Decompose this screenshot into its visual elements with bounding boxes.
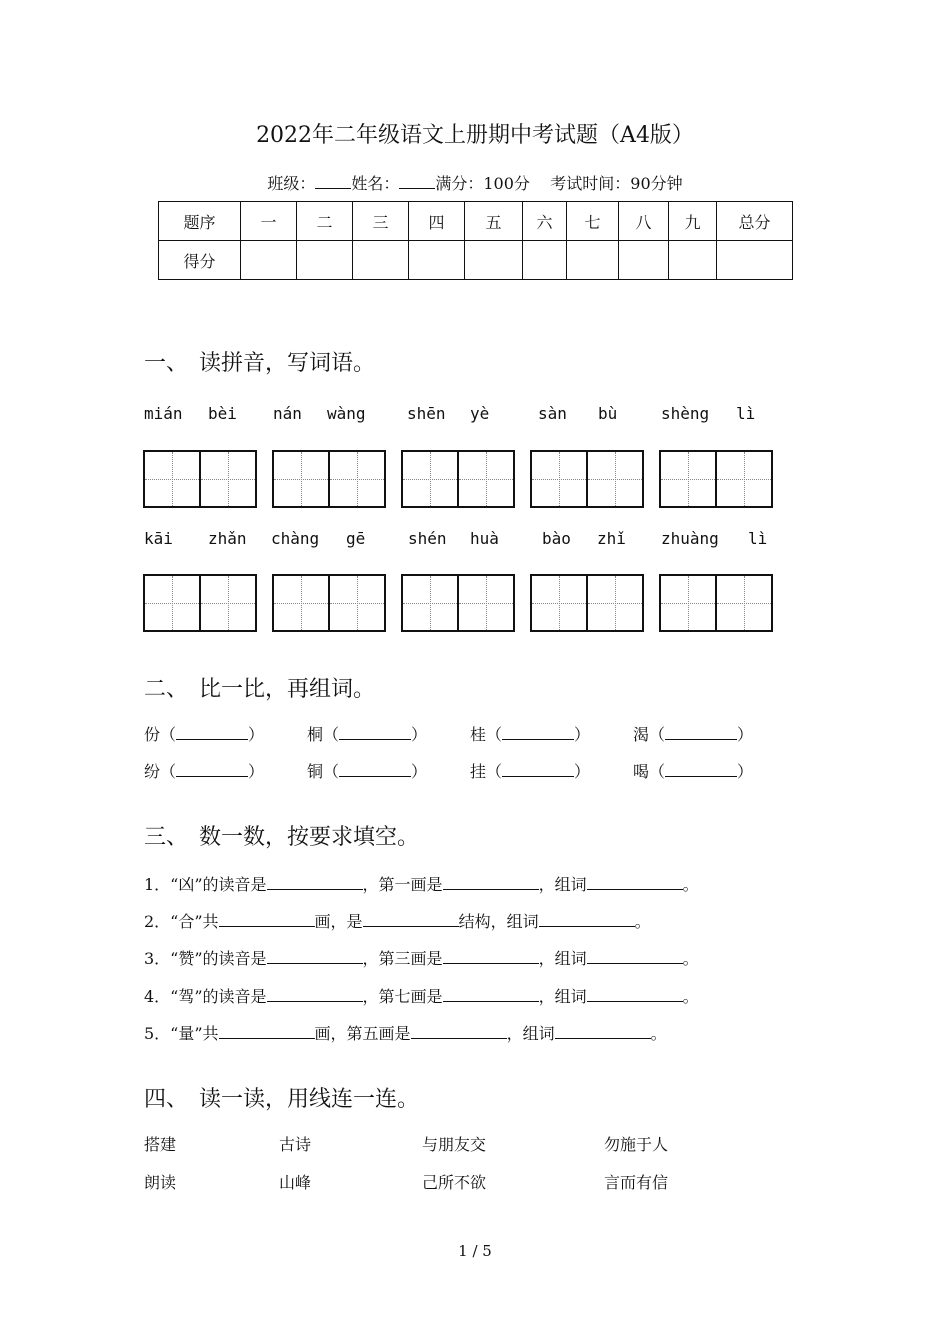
fill-question (144, 984, 699, 1007)
match-word[interactable]: 与朋友交 (422, 1135, 487, 1154)
tianzige-box[interactable] (659, 574, 773, 632)
pinyin: shēn (407, 404, 446, 423)
tianzige-box[interactable] (530, 574, 644, 632)
match-word[interactable]: 搭建 (144, 1135, 177, 1154)
pinyin: wàng (327, 404, 366, 423)
answer-blank[interactable] (339, 762, 411, 777)
score-cell[interactable] (353, 241, 409, 280)
match-word[interactable]: 言而有信 (604, 1173, 669, 1192)
exam-time: 考试时间：90分钟 (550, 174, 683, 193)
tianzige-box[interactable] (401, 574, 515, 632)
header-cell: 一 (241, 202, 297, 241)
compare-item: 渴（ ） (633, 725, 754, 744)
score-cell[interactable] (619, 241, 669, 280)
question-text: 3．“赞”的读音是 (144, 949, 267, 968)
score-cell[interactable] (409, 241, 465, 280)
compare-char: 纷 (144, 762, 161, 781)
pinyin: zhuàng (661, 529, 719, 548)
pinyin: zhǐ (597, 529, 626, 548)
header-cell: 五 (465, 202, 523, 241)
compare-item: 喝（ ） (633, 762, 754, 781)
pinyin: bù (598, 404, 618, 423)
pinyin: shén (408, 529, 447, 548)
tianzige-box[interactable] (143, 574, 257, 632)
question-text: 1．“凶”的读音是 (144, 875, 267, 894)
header-cell: 六 (523, 202, 567, 241)
answer-blank[interactable] (267, 949, 363, 964)
pinyin: lì (748, 529, 768, 548)
answer-blank[interactable] (267, 875, 363, 890)
question-text: ，第一画是 (362, 875, 443, 894)
tianzige-box[interactable] (659, 450, 773, 508)
pinyin: kāi (144, 529, 173, 548)
compare-char: 份 (144, 725, 161, 744)
full-score: 满分：100分 (435, 174, 530, 193)
tianzige-box[interactable] (272, 574, 386, 632)
answer-blank[interactable] (502, 725, 574, 740)
fill-question (144, 1021, 667, 1044)
question-text: ，组词 (538, 987, 587, 1006)
score-header-row (159, 202, 793, 241)
question-text: 5．“量”共 (144, 1024, 219, 1043)
answer-blank[interactable] (555, 1024, 651, 1039)
header-cell: 总分 (717, 202, 793, 241)
fill-question (144, 909, 651, 932)
question-text: 。 (682, 987, 699, 1006)
answer-blank[interactable] (539, 912, 635, 927)
section2-heading: 二、 比一比，再组词。 (144, 677, 376, 702)
compare-char: 铜 (307, 762, 324, 781)
header-cell: 题序 (159, 202, 241, 241)
score-cell[interactable] (465, 241, 523, 280)
answer-blank[interactable] (665, 725, 737, 740)
score-cell[interactable] (523, 241, 567, 280)
tianzige-box[interactable] (530, 450, 644, 508)
header-cell: 九 (669, 202, 717, 241)
answer-blank[interactable] (363, 912, 459, 927)
name-blank[interactable] (399, 174, 435, 189)
pinyin: bào (542, 529, 571, 548)
answer-blank[interactable] (665, 762, 737, 777)
question-text: ，组词 (506, 1024, 555, 1043)
pinyin: mián (144, 404, 183, 423)
compare-item: 份（ ） (144, 725, 265, 744)
answer-blank[interactable] (443, 987, 539, 1002)
header-cell: 八 (619, 202, 669, 241)
compare-item: 桂（ ） (470, 725, 591, 744)
pinyin: lì (736, 404, 756, 423)
question-text: ，第三画是 (362, 949, 443, 968)
section3-heading: 三、 数一数，按要求填空。 (144, 825, 420, 850)
score-row (159, 241, 793, 280)
score-table (158, 201, 793, 280)
answer-blank[interactable] (267, 987, 363, 1002)
score-cell[interactable] (717, 241, 793, 280)
compare-char: 喝 (633, 762, 650, 781)
class-label: 班级： (267, 174, 316, 193)
header-cell: 四 (409, 202, 465, 241)
question-text: 。 (682, 949, 699, 968)
tianzige-box[interactable] (401, 450, 515, 508)
page-number: 1 / 5 (458, 1242, 492, 1260)
fill-question (144, 946, 699, 969)
question-text: 2．“合”共 (144, 912, 219, 931)
header-cell: 七 (567, 202, 619, 241)
section4-heading: 四、 读一读，用线连一连。 (144, 1087, 420, 1112)
match-word[interactable]: 山峰 (279, 1173, 312, 1192)
pinyin: nán (273, 404, 302, 423)
question-text: 。 (650, 1024, 667, 1043)
answer-blank[interactable] (443, 875, 539, 890)
compare-item: 铜（ ） (307, 762, 428, 781)
fill-question (144, 872, 699, 895)
pinyin: bèi (208, 404, 237, 423)
answer-blank[interactable] (587, 875, 683, 890)
pinyin: yè (470, 404, 490, 423)
question-text: 。 (682, 875, 699, 894)
question-text: 4．“驾”的读音是 (144, 987, 267, 1006)
tianzige-box[interactable] (272, 450, 386, 508)
answer-blank[interactable] (219, 912, 315, 927)
answer-blank[interactable] (176, 762, 248, 777)
pinyin: gē (346, 529, 366, 548)
answer-blank[interactable] (587, 949, 683, 964)
question-text: 。 (634, 912, 651, 931)
compare-item: 挂（ ） (470, 762, 591, 781)
answer-blank[interactable] (502, 762, 574, 777)
answer-blank[interactable] (443, 949, 539, 964)
header-cell: 三 (353, 202, 409, 241)
compare-char: 渴 (633, 725, 650, 744)
score-cell[interactable] (297, 241, 353, 280)
name-label: 姓名： (351, 174, 400, 193)
question-text: ，组词 (538, 875, 587, 894)
answer-blank[interactable] (176, 725, 248, 740)
answer-blank[interactable] (219, 1024, 315, 1039)
compare-char: 桂 (470, 725, 487, 744)
question-text: 画，第五画是 (314, 1024, 411, 1043)
exam-info-line (0, 171, 950, 194)
question-text: ，第七画是 (362, 987, 443, 1006)
compare-item: 纷（ ） (144, 762, 265, 781)
score-row-label: 得分 (159, 241, 241, 280)
match-word[interactable]: 朗读 (144, 1173, 177, 1192)
answer-blank[interactable] (339, 725, 411, 740)
pinyin: chàng (271, 529, 320, 548)
question-text: ，组词 (538, 949, 587, 968)
tianzige-box[interactable] (143, 450, 257, 508)
section1-heading: 一、 读拼音，写词语。 (144, 351, 376, 376)
pinyin: shèng (661, 404, 710, 423)
match-word[interactable]: 古诗 (279, 1135, 312, 1154)
answer-blank[interactable] (587, 987, 683, 1002)
answer-blank[interactable] (411, 1024, 507, 1039)
match-word[interactable]: 勿施于人 (604, 1135, 669, 1154)
compare-char: 挂 (470, 762, 487, 781)
question-text: 结构，组词 (458, 912, 539, 931)
compare-char: 桐 (307, 725, 324, 744)
match-word[interactable]: 己所不欲 (422, 1173, 487, 1192)
score-cell[interactable] (241, 241, 297, 280)
pinyin: zhǎn (208, 529, 247, 548)
page-title: 2022年二年级语文上册期中考试题（A4版） (256, 123, 694, 148)
score-cell[interactable] (669, 241, 717, 280)
compare-item: 桐（ ） (307, 725, 428, 744)
question-text: 画，是 (314, 912, 363, 931)
pinyin: huà (470, 529, 499, 548)
class-blank[interactable] (315, 174, 351, 189)
score-cell[interactable] (567, 241, 619, 280)
header-cell: 二 (297, 202, 353, 241)
pinyin: sàn (538, 404, 567, 423)
